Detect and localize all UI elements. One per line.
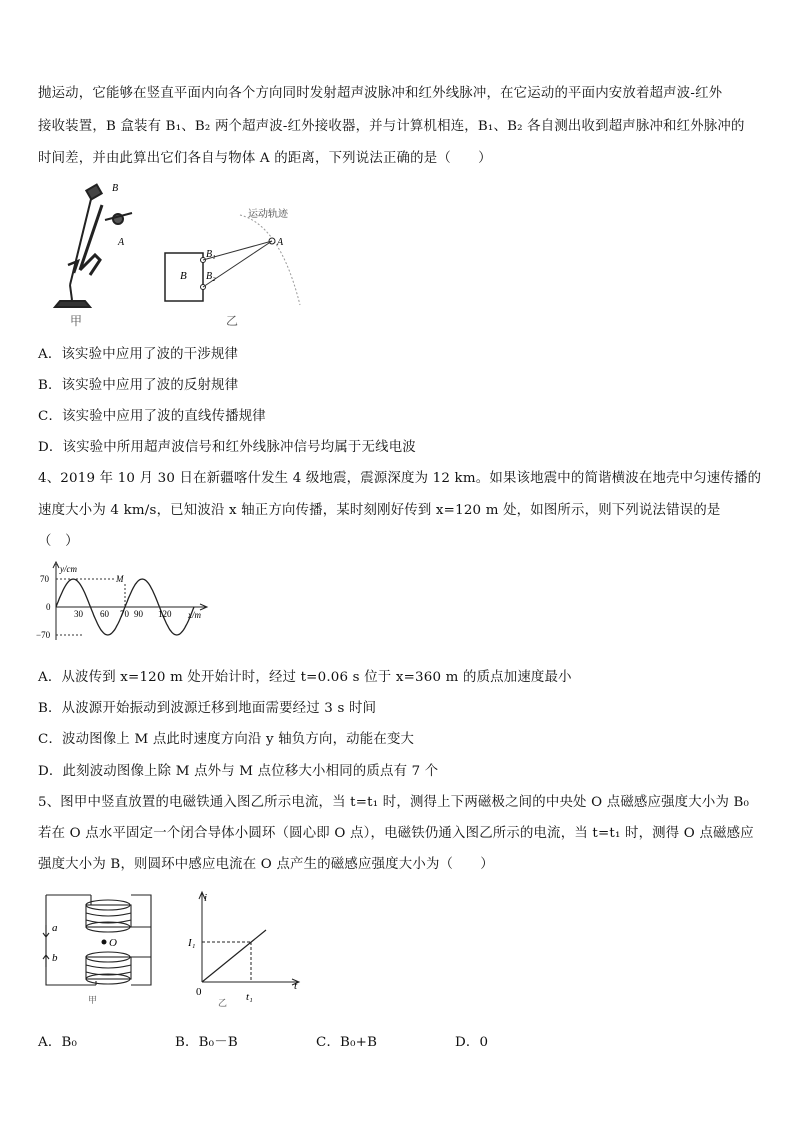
q4-line-1: 4、2019 年 10 月 30 日在新疆喀什发生 4 级地震，震源深度为 12 km。如果该地震中的简谐横波在地壳中匀速传播的 — [38, 471, 762, 486]
q4-wave-graph — [34, 560, 224, 645]
label-yi-5: 乙 — [218, 998, 228, 1008]
label-B1: B₁ — [206, 249, 216, 260]
x-tick-70: 70 — [120, 609, 129, 619]
label-jia: 甲 — [70, 314, 83, 328]
q3-line-3: 时间差，并由此算出它们各自与物体 A 的距离，下列说法正确的是（ ） — [38, 151, 492, 166]
label-jia-5: 甲 — [88, 995, 98, 1005]
label-b: b — [52, 952, 58, 964]
q5-line-2: 若在 O 点水平固定一个闭合导体小圆环（圆心即 O 点），电磁铁仍通入图乙所示的电流，当 t=t₁ 时，测得 O 点磁感应 — [38, 826, 754, 841]
q4-option-b: B．从波源开始振动到波源迁移到地面需要经过 3 s 时间 — [38, 701, 377, 716]
q5-figure — [36, 885, 316, 1010]
q3-line-2: 接收装置，B 盒装有 B₁、B₂ 两个超声波-红外接收器，并与计算机相连，B₁、B₂ 各自测出收到超声脉冲和红外脉冲的 — [38, 119, 745, 134]
y-tick-neg70: −70 — [36, 630, 51, 640]
x-tick-120: 120 — [158, 609, 172, 619]
x-axis-label: x/m — [188, 610, 201, 620]
q4-option-a: A．从波传到 x=120 m 处开始计时，经过 t=0.06 s 位于 x=360 m 的质点加速度最小 — [38, 670, 572, 685]
point-M-label: M — [116, 574, 124, 584]
label-a: a — [52, 922, 58, 934]
label-yi: 乙 — [226, 314, 239, 328]
trajectory-label: 运动轨迹 — [248, 209, 288, 220]
origin-label: 0 — [196, 986, 202, 998]
label-A-jia: A — [118, 237, 125, 248]
q3-option-a: A．该实验中应用了波的干涉规律 — [38, 347, 239, 362]
q3-option-b: B．该实验中应用了波的反射规律 — [38, 378, 239, 393]
trajectory-arc — [240, 215, 300, 305]
label-O: O — [109, 937, 117, 949]
q5-option-c: C．B₀+B — [316, 1035, 378, 1050]
q4-line-2: 速度大小为 4 km/s，已知波沿 x 轴正方向传播，某时刻刚好传到 x=120 m 处，如图所示，则下列说法错误的是 — [38, 503, 721, 518]
box-B-label: B — [180, 270, 187, 282]
I1-label: I₁ — [188, 937, 196, 949]
q3-option-c: C．该实验中应用了波的直线传播规律 — [38, 409, 266, 424]
electromagnet-jia — [43, 895, 151, 985]
q3-option-d: D．该实验中所用超声波信号和红外线脉冲信号均属于无线电波 — [38, 440, 416, 455]
label-B2: B₂ — [206, 271, 216, 282]
q4-option-d: D．此刻波动图像上除 M 点外与 M 点位移大小相同的质点有 7 个 — [38, 764, 439, 779]
label-A-yi: A — [277, 237, 284, 248]
label-B-jia: B — [112, 183, 119, 194]
t-axis-label: t — [294, 980, 298, 992]
q3-line-1: 抛运动，它能够在竖直平面内向各个方向同时发射超声波脉冲和红外线脉冲，在它运动的平面内安放着超声波-红外 — [38, 86, 723, 101]
x-tick-30: 30 — [74, 609, 83, 619]
q5-line-1: 5、图甲中竖直放置的电磁铁通入图乙所示电流，当 t=t₁ 时，测得上下两磁极之间的中央处 O 点磁感应强度大小为 B₀ — [38, 795, 750, 810]
y-axis-label: y/cm — [60, 564, 77, 574]
q5-option-a: A．B₀ — [38, 1035, 78, 1050]
q5-option-b: B．B₀－B — [175, 1035, 238, 1050]
q5-line-3: 强度大小为 B，则圆环中感应电流在 O 点产生的磁感应强度大小为（ ） — [38, 857, 494, 872]
i-t-graph — [199, 892, 299, 985]
q4-option-c: C．波动图像上 M 点此时速度方向沿 y 轴负方向，动能在变大 — [38, 732, 415, 747]
y-tick-0: 0 — [46, 602, 51, 612]
x-tick-90: 90 — [134, 609, 143, 619]
q4-line-3: （ ） — [38, 534, 79, 549]
t1-label: t₁ — [246, 991, 253, 1003]
i-axis-label: i — [204, 892, 208, 904]
q3-figure — [40, 175, 320, 330]
x-tick-60: 60 — [100, 609, 109, 619]
y-tick-70: 70 — [40, 574, 49, 584]
q5-option-d: D．0 — [455, 1035, 489, 1050]
